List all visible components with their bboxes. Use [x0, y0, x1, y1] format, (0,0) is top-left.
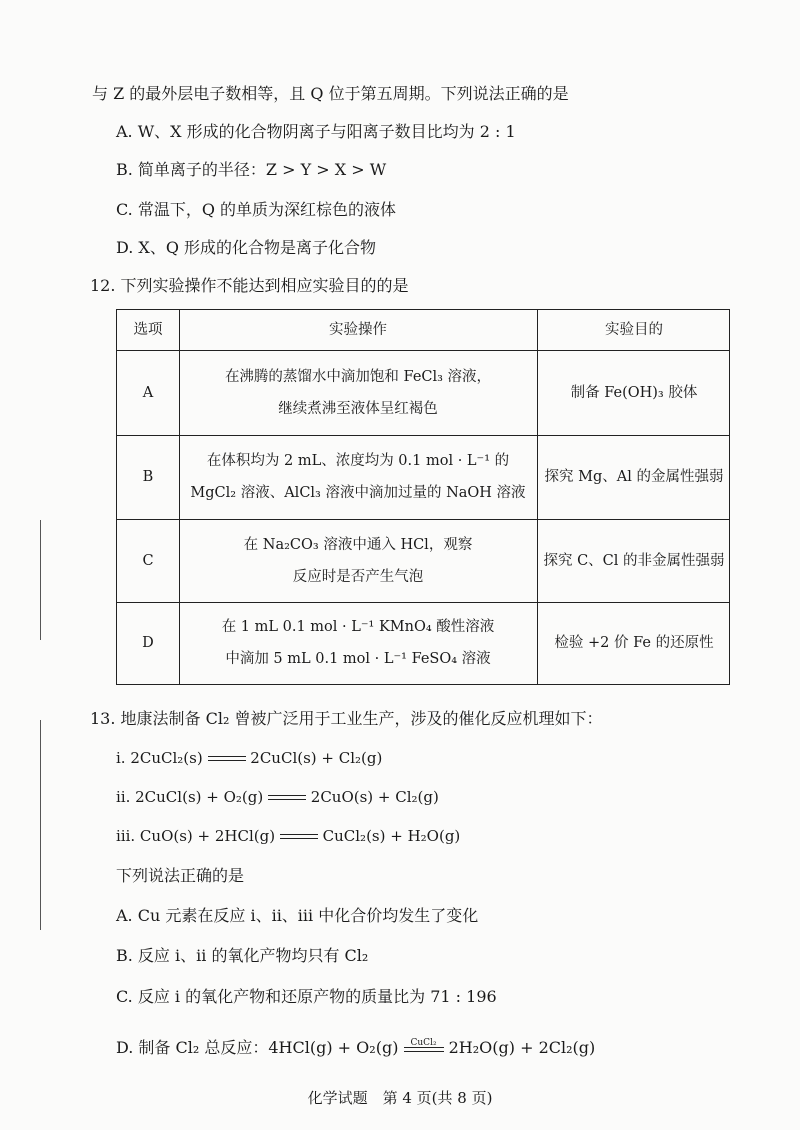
reaction-i-left: ⅰ. 2CuCl₂(s) [116, 749, 203, 767]
row-b-operation-line2: MgCl₂ 溶液、AlCl₃ 溶液中滴加过量的 NaOH 溶液 [190, 485, 526, 501]
row-b-purpose: 探究 Mg、Al 的金属性强弱 [544, 469, 724, 485]
row-d-operation-line1: 在 1 mL 0.1 mol · L⁻¹ KMnO₄ 酸性溶液 [221, 619, 495, 635]
q13-option-b: B. 反应 ⅰ、ⅱ 的氧化产物均只有 Cl₂ [116, 946, 369, 965]
row-a-purpose: 制备 Fe(OH)₃ 胶体 [570, 384, 698, 401]
row-b-option: B [142, 469, 154, 485]
margin-line [40, 720, 41, 930]
row-a-operation-line1: 在沸腾的蒸馏水中滴加饱和 FeCl₃ 溶液， [224, 368, 492, 385]
row-b-operation-line1: 在体积均为 2 mL、浓度均为 0.1 mol · L⁻¹ 的 [206, 453, 510, 469]
q11-option-d: D. X、Q 形成的化合物是离子化合物 [116, 238, 377, 257]
row-c-purpose: 探究 C、Cl 的非金属性强弱 [543, 552, 725, 569]
q13-option-d-left: D. 制备 Cl₂ 总反应：4HCl(g) + O₂(g) [116, 1038, 399, 1057]
table-header-option: 选项 [133, 322, 163, 338]
q13-option-a: A. Cu 元素在反应 ⅰ、ⅱ、ⅲ 中化合价均发生了变化 [116, 906, 479, 925]
q11-option-b: B. 简单离子的半径：Z > Y > X > W [116, 160, 387, 179]
q11-option-a: A. W、X 形成的化合物阴离子与阳离子数目比均为 2 : 1 [116, 122, 516, 141]
row-d-operation [179, 602, 537, 684]
reaction-i-right: 2CuCl(s) + Cl₂(g) [250, 749, 383, 767]
row-c-operation [179, 519, 537, 602]
equals-arrow-icon [208, 753, 246, 765]
reaction-ii-left: ⅱ. 2CuCl(s) + O₂(g) [116, 788, 264, 806]
equals-arrow-icon [280, 831, 318, 843]
margin-line [40, 520, 41, 640]
row-d-operation-line2: 中滴加 5 mL 0.1 mol · L⁻¹ FeSO₄ 溶液 [225, 651, 491, 667]
equals-arrow-icon [268, 792, 306, 804]
q11-option-c: C. 常温下，Q 的单质为深红棕色的液体 [116, 200, 397, 219]
reaction-ii [116, 787, 439, 807]
q13-option-c: C. 反应 ⅰ 的氧化产物和还原产物的质量比为 71 : 196 [116, 987, 497, 1006]
q13-option-d [116, 1038, 595, 1058]
q11-stem-tail: 与 Z 的最外层电子数相等，且 Q 位于第五周期。下列说法正确的是 [92, 84, 569, 103]
reaction-i [116, 748, 382, 768]
table-header-purpose: 实验目的 [605, 322, 663, 338]
row-a-operation-line2: 继续煮沸至液体呈红褐色 [278, 400, 438, 417]
q13-option-d-right: 2H₂O(g) + 2Cl₂(g) [448, 1038, 596, 1057]
q12-stem: 12. 下列实验操作不能达到相应实验目的的是 [90, 276, 409, 295]
catalyst-label: CuCl₂ [410, 1037, 437, 1048]
q13-prompt: 下列说法正确的是 [116, 866, 245, 885]
row-b-operation [179, 435, 537, 519]
row-c-operation-line1: 在 Na₂CO₃ 溶液中通入 HCl，观察 [243, 536, 473, 553]
row-c-operation-line2: 反应时是否产生气泡 [292, 568, 424, 585]
row-c-option: C [142, 552, 154, 569]
row-d-option: D [142, 635, 154, 651]
q13-stem: 13. 地康法制备 Cl₂ 曾被广泛用于工业生产，涉及的催化反应机理如下： [90, 709, 603, 728]
reaction-iii-right: CuCl₂(s) + H₂O(g) [322, 827, 461, 845]
row-a-option: A [142, 384, 154, 401]
catalyst-arrow-icon [404, 1037, 444, 1056]
table-header-operation: 实验操作 [329, 322, 387, 338]
reaction-iii-left: ⅲ. CuO(s) + 2HCl(g) [116, 827, 276, 845]
row-a-operation [179, 350, 537, 435]
page-footer: 化学试题 第 4 页(共 8 页) [307, 1089, 493, 1107]
q12-table [116, 309, 730, 685]
reaction-ii-right: 2CuO(s) + Cl₂(g) [310, 788, 439, 806]
reaction-iii [116, 826, 460, 846]
row-d-purpose: 检验 +2 价 Fe 的还原性 [554, 635, 714, 651]
